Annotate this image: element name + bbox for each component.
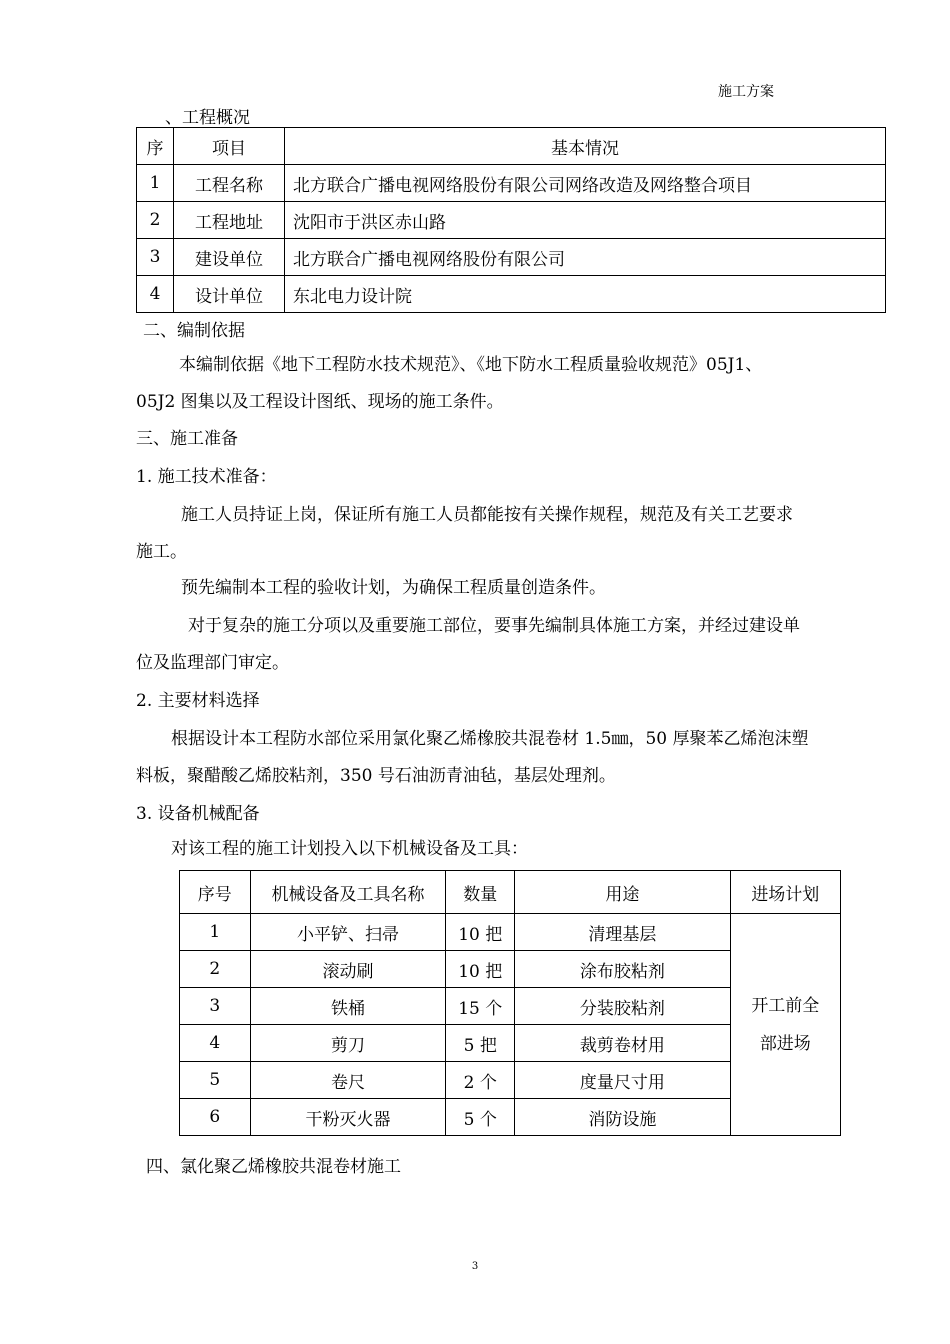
- equipment-header-qty: 数量: [446, 871, 515, 914]
- equipment-cell-name: 滚动刷: [250, 951, 446, 988]
- equipment-plan-cell: [730, 914, 840, 1136]
- equipment-header-use: 用途: [515, 871, 731, 914]
- equipment-cell-use: 清理基层: [515, 914, 731, 951]
- equipment-header-plan: 进场计划: [730, 871, 840, 914]
- equipment-header-name: 机械设备及工具名称: [250, 871, 446, 914]
- table-row: [137, 239, 886, 276]
- table-row: [137, 276, 886, 313]
- overview-header-no: 序: [137, 128, 174, 165]
- equipment-plan-line-1: 开工前全: [751, 995, 820, 1016]
- overview-header-item: 项目: [174, 128, 285, 165]
- overview-header-info: 基本情况: [285, 128, 886, 165]
- overview-header-row: [137, 128, 886, 165]
- section-1-title: 、工程概况: [165, 108, 250, 128]
- table-row: [180, 914, 841, 951]
- overview-cell-info: 北方联合广播电视网络股份有限公司: [285, 239, 886, 276]
- overview-table: [136, 127, 886, 313]
- sub1-line-5: 位及监理部门审定。: [136, 653, 289, 673]
- equipment-cell-qty: 2 个: [446, 1062, 515, 1099]
- equipment-cell-no: 2: [180, 951, 251, 988]
- section-2-line-2: 05J2 图集以及工程设计图纸、现场的施工条件。: [136, 392, 504, 412]
- equipment-cell-no: 1: [180, 914, 251, 951]
- equipment-table: [179, 870, 841, 1136]
- header-note: 施工方案: [718, 84, 774, 100]
- equipment-cell-name: 剪刀: [250, 1025, 446, 1062]
- section-2-line-1: 本编制依据《地下工程防水技术规范》、《地下防水工程质量验收规范》05J1、: [179, 355, 763, 375]
- equipment-cell-no: 5: [180, 1062, 251, 1099]
- sub1-line-2: 施工。: [136, 542, 187, 562]
- equipment-cell-use: 消防设施: [515, 1099, 731, 1136]
- equipment-header-row: [180, 871, 841, 914]
- overview-cell-no: 4: [137, 276, 174, 313]
- sub3-intro: 对该工程的施工计划投入以下机械设备及工具：: [171, 839, 528, 859]
- section-4-title: 四、氯化聚乙烯橡胶共混卷材施工: [146, 1157, 401, 1177]
- equipment-cell-use: 裁剪卷材用: [515, 1025, 731, 1062]
- equipment-cell-qty: 5 把: [446, 1025, 515, 1062]
- overview-cell-item: 工程名称: [174, 165, 285, 202]
- subsection-2-title: 2. 主要材料选择: [136, 691, 260, 711]
- equipment-cell-name: 铁桶: [250, 988, 446, 1025]
- overview-cell-info: 北方联合广播电视网络股份有限公司网络改造及网络整合项目: [285, 165, 886, 202]
- equipment-cell-qty: 10 把: [446, 951, 515, 988]
- overview-cell-item: 设计单位: [174, 276, 285, 313]
- section-2-title: 二、编制依据: [143, 321, 245, 341]
- sub2-line-2: 料板，聚醋酸乙烯胶粘剂，350 号石油沥青油毡，基层处理剂。: [136, 766, 616, 786]
- equipment-cell-use: 分装胶粘剂: [515, 988, 731, 1025]
- overview-cell-item: 工程地址: [174, 202, 285, 239]
- overview-cell-info: 东北电力设计院: [285, 276, 886, 313]
- equipment-cell-name: 干粉灭火器: [250, 1099, 446, 1136]
- overview-cell-item: 建设单位: [174, 239, 285, 276]
- overview-cell-no: 3: [137, 239, 174, 276]
- sub1-line-1: 施工人员持证上岗，保证所有施工人员都能按有关操作规程，规范及有关工艺要求: [181, 505, 793, 525]
- equipment-cell-use: 涂布胶粘剂: [515, 951, 731, 988]
- sub2-line-1: 根据设计本工程防水部位采用氯化聚乙烯橡胶共混卷材 1.5㎜，50 厚聚苯乙烯泡沫塑: [171, 729, 809, 749]
- subsection-3-title: 3. 设备机械配备: [136, 804, 260, 824]
- equipment-cell-no: 6: [180, 1099, 251, 1136]
- overview-cell-no: 2: [137, 202, 174, 239]
- equipment-cell-use: 度量尺寸用: [515, 1062, 731, 1099]
- table-row: [137, 202, 886, 239]
- equipment-cell-qty: 10 把: [446, 914, 515, 951]
- section-3-title: 三、施工准备: [136, 429, 238, 449]
- overview-cell-info: 沈阳市于洪区赤山路: [285, 202, 886, 239]
- equipment-plan-line-2: 部进场: [759, 1033, 811, 1054]
- equipment-cell-no: 3: [180, 988, 251, 1025]
- equipment-cell-qty: 15 个: [446, 988, 515, 1025]
- overview-cell-no: 1: [137, 165, 174, 202]
- subsection-1-title: 1. 施工技术准备：: [136, 467, 277, 487]
- page-number: 3: [471, 1261, 479, 1272]
- equipment-cell-no: 4: [180, 1025, 251, 1062]
- sub1-line-3: 预先编制本工程的验收计划，为确保工程质量创造条件。: [181, 578, 606, 598]
- equipment-cell-name: 卷尺: [250, 1062, 446, 1099]
- equipment-cell-qty: 5 个: [446, 1099, 515, 1136]
- equipment-header-no: 序号: [180, 871, 251, 914]
- sub1-line-4: 对于复杂的施工分项以及重要施工部位，要事先编制具体施工方案，并经过建设单: [188, 616, 800, 636]
- table-row: [137, 165, 886, 202]
- equipment-cell-name: 小平铲、扫帚: [250, 914, 446, 951]
